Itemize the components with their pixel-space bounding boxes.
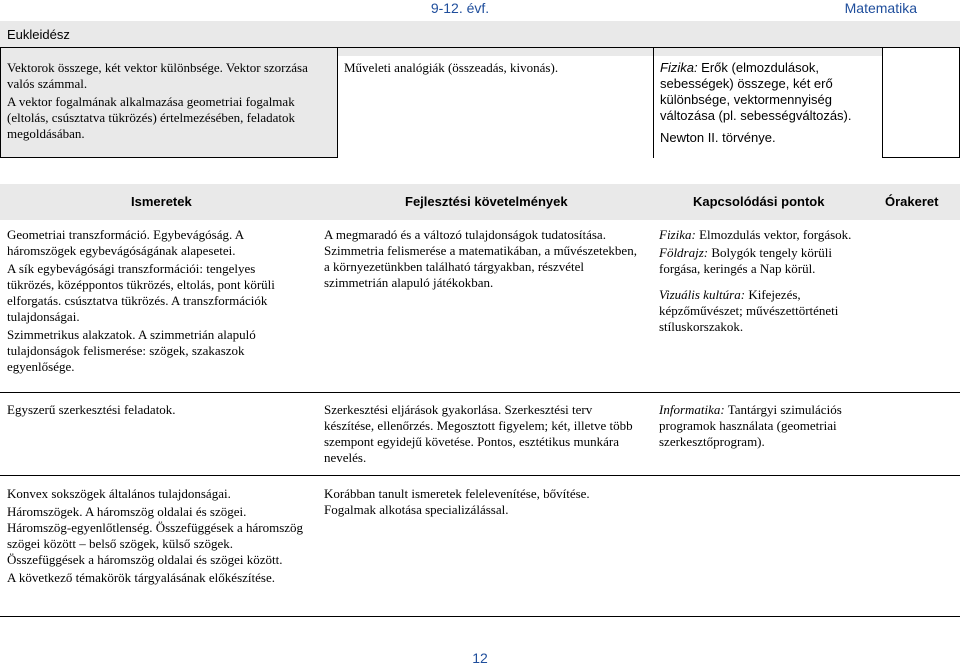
row1-col3 xyxy=(653,223,861,341)
row3-col2-text: Korábban tanult ismeretek felelevenítése, bővítése. Fogalmak alkotása specializálással. xyxy=(324,486,590,517)
top-row-col2 xyxy=(338,56,653,158)
row1-col3-text3: Kifejezés, képzőművészet; művészettörténeti stíluskorszakok. xyxy=(659,287,839,334)
top-row-col1-p1: Vektorok összege, két vektor különbsége. Vektor szorzása valós számmal. xyxy=(7,60,308,91)
header-fejlesztesi: Fejlesztési követelmények xyxy=(405,194,568,209)
row2-col3 xyxy=(653,398,861,456)
row2-col3-label: Informatika: xyxy=(659,402,725,417)
top-row-col1 xyxy=(1,56,337,158)
row1-col3-text2: Bolygók tengely körüli forgása, keringés a Nap körül. xyxy=(659,245,832,276)
row2-col1 xyxy=(1,398,311,424)
row1-col1-p3: Szimmetrikus alakzatok. A szimmetrián alapuló tulajdonságok felismerése: szögek, szakaszok egyenlősége. xyxy=(7,327,256,374)
row1-col2 xyxy=(318,223,648,297)
row3-col1 xyxy=(1,482,311,592)
row3-col1-p3: A következő témakörök tárgyalásának előkészítése. xyxy=(7,570,275,585)
row3-col1-p2: Háromszögek. A háromszög oldalai és szögei. Háromszög-egyenlőtlenség. Összefüggések a háromszög szögei között – belső szögek, külső szögek. Összefüggések a háromszög oldalai és szögei között. xyxy=(7,504,304,567)
row2-col3-text: Tantárgyi szimulációs programok használata (geometriai szerkesztőprogram). xyxy=(659,402,842,449)
top-row-col2-p1: Műveleti analógiák (összeadás, kivonás). xyxy=(344,60,559,75)
row2-col2 xyxy=(318,398,648,472)
row1-col2-text: A megmaradó és a változó tulajdonságok tudatosítása. Szimmetria felismerése a matematikában, a művészetekben, a környezetünkben található tárgyakban, részvétel szimmetrián alapuló játékokban. xyxy=(324,227,637,290)
row1-col1-p2: A sík egybevágósági transzformációi: tengelyes tükrözés, középpontos tükrözés, eltolás, pont körüli elforgatás. csúsztatva tükrözés. A transzformációk tulajdonságai. xyxy=(7,261,275,324)
row1-col1 xyxy=(1,223,311,381)
row1-col3-label2: Földrajz: xyxy=(659,245,709,260)
top-row-col3-label: Fizika: xyxy=(660,60,698,75)
topic-title: Eukleidész xyxy=(0,21,960,59)
top-row-col3-text: Erők (elmozdulások, sebességek) összege, két erő különbsége, vektormennyiség változása (pl. sebességváltozás). xyxy=(660,60,852,123)
row3-col2 xyxy=(318,482,648,524)
row2-col2-text: Szerkesztési eljárások gyakorlása. Szerkesztési terv készítése, ellenőrzés. Megosztott figyelem; két, illetve több szempont egyidejű követése. Pontos, esztétikus munkára nevelés. xyxy=(324,402,633,465)
page-number: 12 xyxy=(472,650,488,666)
top-row-frame xyxy=(0,47,960,158)
row1-col3-text1: Elmozdulás vektor, forgások. xyxy=(695,227,852,242)
top-row-col3 xyxy=(654,56,882,158)
header-ismeretek: Ismeretek xyxy=(131,194,192,209)
header-kapcsolodasi: Kapcsolódási pontok xyxy=(693,194,825,209)
row1-col1-p1: Geometriai transzformáció. Egybevágóság. A háromszögek egybevágóságának alapesetei. xyxy=(7,227,244,258)
subject-label: Matematika xyxy=(844,0,917,16)
row3-col1-p1: Konvex sokszögek általános tulajdonságai. xyxy=(7,486,231,501)
top-row-col1-p2: A vektor fogalmának alkalmazása geometriai fogalmak (eltolás, csúsztatva tükrözés) értelmezésében, feladatok megoldásában. xyxy=(7,94,296,141)
grade-label: 9-12. évf. xyxy=(430,0,490,16)
row2-col1-text: Egyszerű szerkesztési feladatok. xyxy=(7,402,176,417)
row1-col3-label1: Fizika: xyxy=(659,227,696,242)
table-header-row xyxy=(0,184,960,220)
header-orakeret: Órakeret xyxy=(885,194,939,209)
row1-col3-label3: Vizuális kultúra: xyxy=(659,287,746,302)
top-row-col3-extra: Newton II. törvénye. xyxy=(660,130,776,145)
